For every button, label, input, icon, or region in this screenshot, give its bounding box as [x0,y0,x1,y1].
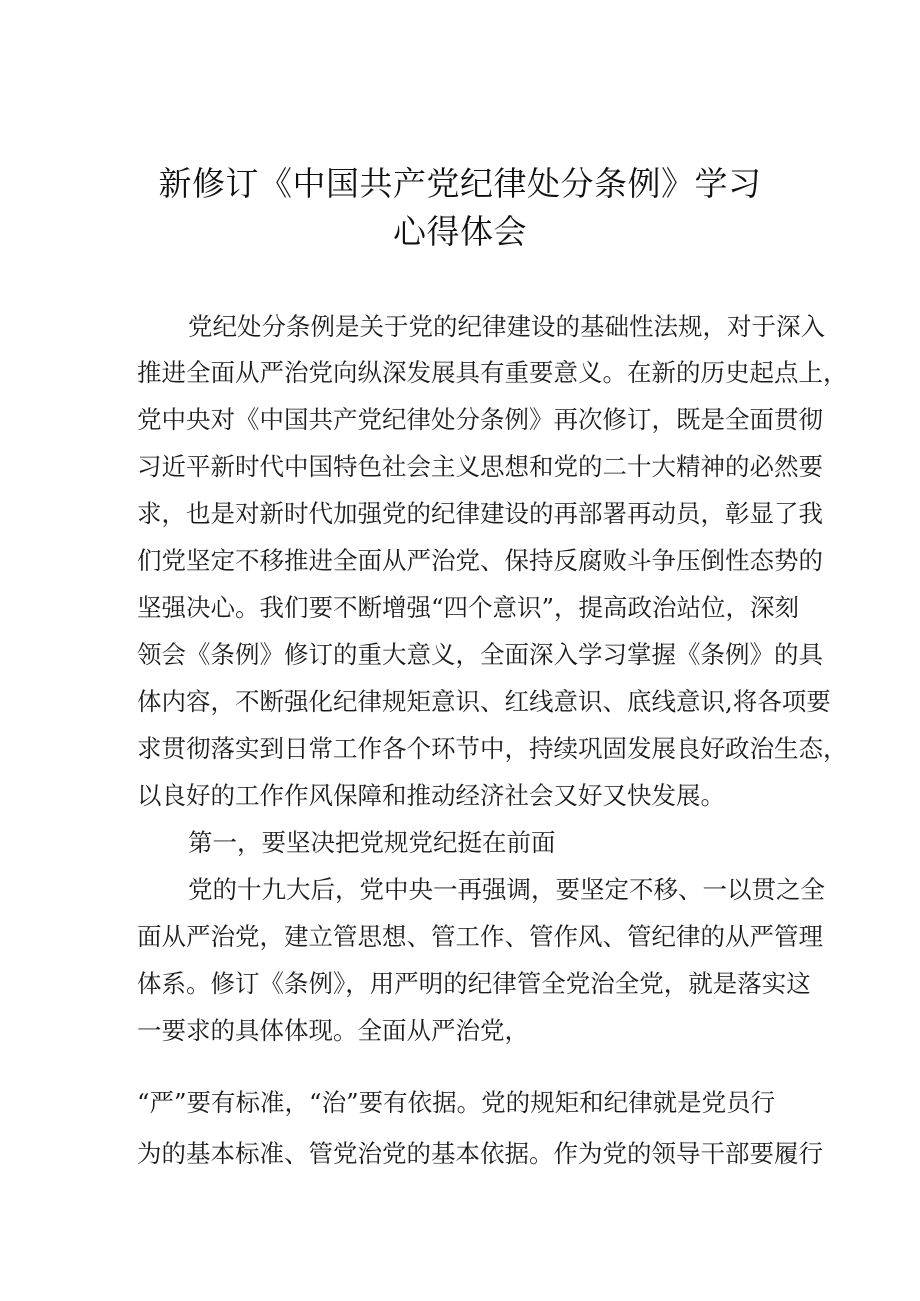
body-text-line: 求，也是对新时代加强党的纪律建设的再部署再动员，彰显了我 [137,499,823,528]
body-text-line: 党的十九大后，党中央一再强调，要坚定不移、一以贯之全 [188,875,825,904]
body-text-line: 推进全面从严治党向纵深发展具有重要意义。在新的历史起点上， [137,358,848,387]
document-title-line-2: 心得体会 [393,212,527,251]
body-text-line: 党中央对《中国共产党纪律处分条例》再次修订，既是全面贯彻 [137,405,823,434]
section-heading: 第一，要坚决把党规党纪挺在前面 [188,828,556,857]
body-text-line: “严”要有标准，“治”要有依据。党的规矩和纪律就是党员行 [137,1088,776,1117]
body-text-line: 领会《条例》修订的重大意义，全面深入学习掌握《条例》的具 [137,640,823,669]
body-text-line: 们党坚定不移推进全面从严治党、保持反腐败斗争压倒性态势的 [137,546,823,575]
body-text-line: 求贯彻落实到日常工作各个环节中，持续巩固发展良好政治生态， [137,734,848,763]
body-text-line: 坚强决心。我们要不断增强“四个意识”，提高政治站位，深刻 [137,593,800,622]
body-text-line: 体系。修订《条例》，用严明的纪律管全党治全党，就是落实这 [137,969,811,998]
body-text-line: 体内容，不断强化纪律规矩意识、红线意识、底线意识,将各项要 [137,687,831,716]
body-text-line: 面从严治党，建立管思想、管工作、管作风、管纪律的从严管理 [137,922,823,951]
body-text-line: 习近平新时代中国特色社会主义思想和党的二十大精神的必然要 [137,452,823,481]
body-text-line: 为的基本标准、管党治党的基本依据。作为党的领导干部要履行 [137,1139,823,1168]
body-text-line: 一要求的具体体现。全面从严治党， [137,1016,529,1045]
body-text-line: 党纪处分条例是关于党的纪律建设的基础性法规，对于深入 [188,312,825,341]
document-title-line-1: 新修订《中国共产党纪律处分条例》学习 [158,164,762,203]
body-text-line: 以良好的工作作风保障和推动经济社会又好又快发展。 [137,781,725,810]
